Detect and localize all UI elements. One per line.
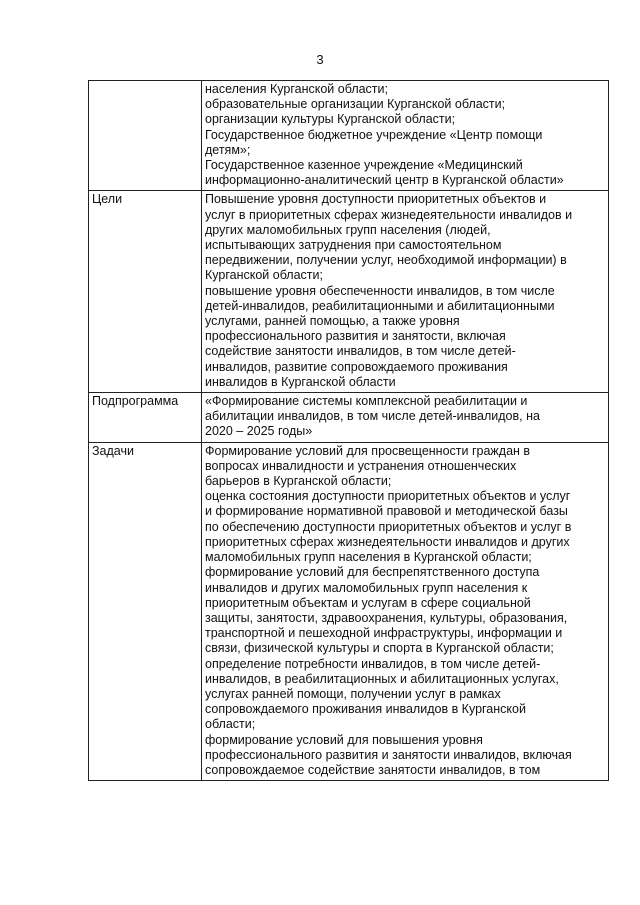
content-line: определение потребности инвалидов, в том числе детей-	[205, 656, 541, 671]
content-line: других маломобильных групп населения (людей,	[205, 222, 491, 237]
content-line: профессионального развития и занятости инвалидов, включая	[205, 747, 572, 762]
row-content	[202, 442, 609, 780]
passport-row	[89, 393, 609, 443]
content-line: инвалидов в Курганской области	[205, 374, 396, 389]
content-line: Повышение уровня доступности приоритетных объектов и	[205, 192, 547, 207]
passport-row	[89, 81, 609, 191]
content-line: абилитации инвалидов, в том числе детей-инвалидов, на	[205, 409, 540, 424]
content-line: инвалидов и других маломобильных групп населения к	[205, 580, 528, 595]
content-line: повышение уровня обеспеченности инвалидов, в том числе	[205, 283, 555, 298]
content-line: барьеров в Курганской области;	[205, 474, 392, 489]
content-line: населения Курганской области;	[205, 82, 388, 96]
content-line: организации культуры Курганской области;	[205, 112, 456, 127]
content-line: защиты, занятости, здравоохранения, культуры, образования,	[205, 610, 568, 625]
content-line: области;	[205, 717, 256, 732]
content-line: сопровождаемое содействие занятости инвалидов, в том	[205, 762, 541, 777]
content-line: детям»;	[205, 142, 251, 157]
row-label	[89, 81, 202, 191]
content-line: транспортной и пешеходной инфраструктуры, информации и	[205, 626, 563, 641]
content-line: Государственное казенное учреждение «Медицинский	[205, 158, 523, 173]
content-line: инвалидов, в реабилитационных и абилитационных услугах,	[205, 671, 559, 686]
content-line: передвижении, получении услуг, необходимой информации) в	[205, 253, 567, 268]
content-line: Курганской области;	[205, 268, 323, 283]
row-label: Задачи	[89, 442, 202, 780]
row-content	[202, 191, 609, 393]
content-line: детей-инвалидов, реабилитационными и абилитационными	[205, 298, 555, 313]
row-content	[202, 393, 609, 443]
content-line: 2020 – 2025 годы»	[205, 424, 313, 439]
content-line: оценка состояния доступности приоритетных объектов и услуг	[205, 489, 571, 504]
content-line: приоритетным объектам и услугам в сфере социальной	[205, 595, 531, 610]
content-line: услугах ранней помощи, получении услуг в рамках	[205, 686, 501, 701]
content-line: содействие занятости инвалидов, в том числе детей-	[205, 344, 516, 359]
program-passport-table	[88, 80, 609, 781]
content-line: формирование условий для беспрепятственного доступа	[205, 565, 540, 580]
content-line: связи, физической культуры и спорта в Курганской области;	[205, 641, 554, 656]
content-line: образовательные организации Курганской области;	[205, 97, 506, 112]
passport-row	[89, 191, 609, 393]
passport-row	[89, 442, 609, 780]
row-content	[202, 81, 609, 191]
content-line: формирование условий для повышения уровня	[205, 732, 483, 747]
content-line: инвалидов, развитие сопровождаемого проживания	[205, 359, 508, 374]
row-label: Подпрограмма	[89, 393, 202, 443]
passport-table-body	[89, 81, 609, 781]
row-label: Цели	[89, 191, 202, 393]
content-line: услугами, ранней помощью, а также уровня	[205, 314, 460, 329]
content-line: по обеспечению доступности приоритетных объектов и услуг в	[205, 519, 572, 534]
content-line: и формирование нормативной правовой и методической базы	[205, 504, 568, 519]
content-line: профессионального развития и занятости, включая	[205, 329, 506, 344]
content-line: сопровождаемого проживания инвалидов в Курганской	[205, 702, 526, 717]
content-line: вопросах инвалидности и устранения отношенческих	[205, 458, 517, 473]
content-line: информационно-аналитический центр в Курганской области»	[205, 173, 564, 188]
content-line: испытывающих затруднения при самостоятельном	[205, 238, 502, 253]
content-line: маломобильных групп населения в Курганской области;	[205, 550, 532, 565]
content-line: «Формирование системы комплексной реабилитации и	[205, 394, 528, 409]
content-line: услуг в приоритетных сферах жизнедеятельности инвалидов и	[205, 207, 573, 222]
content-line: Государственное бюджетное учреждение «Центр помощи	[205, 127, 543, 142]
content-line: Формирование условий для просвещенности граждан в	[205, 443, 531, 458]
content-line: приоритетных сферах жизнедеятельности инвалидов и других	[205, 534, 570, 549]
page-number: 3	[316, 52, 324, 67]
